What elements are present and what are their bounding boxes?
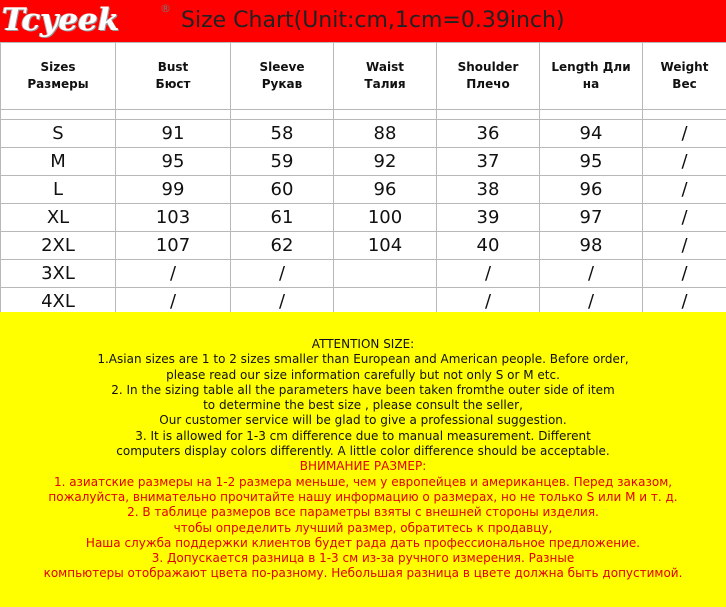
cell-size: 3XL bbox=[1, 260, 116, 288]
cell-weight: / bbox=[643, 260, 726, 288]
cell-weight: / bbox=[643, 176, 726, 204]
header-cell-weight: Weight Вес bbox=[643, 43, 726, 110]
cell-length: 96 bbox=[540, 176, 643, 204]
cell-shoulder: 38 bbox=[437, 176, 540, 204]
header-cell-shoulder: Shoulder Плечо bbox=[437, 43, 540, 110]
notice-line: Наша служба поддержки клиентов будет рада дать профессиональное предложение. bbox=[85, 535, 641, 550]
table-row bbox=[1, 232, 726, 260]
cell-shoulder: 36 bbox=[437, 120, 540, 148]
table-row bbox=[1, 120, 726, 148]
cell-length: 94 bbox=[540, 120, 643, 148]
cell-weight: / bbox=[643, 148, 726, 176]
notice-line: ВНИМАНИЕ РАЗМЕР: bbox=[299, 459, 427, 474]
table-row bbox=[1, 260, 726, 288]
header-cell-sizes: Sizes Размеры bbox=[1, 43, 116, 110]
cell-shoulder: 39 bbox=[437, 204, 540, 232]
notice-line: компьютеры отображают цвета по-разному. Небольшая разница в цвете должна быть допустимой. bbox=[43, 566, 683, 581]
cell-size: L bbox=[1, 176, 116, 204]
cell-size: M bbox=[1, 148, 116, 176]
table-row bbox=[1, 148, 726, 176]
notice-line: ATTENTION SIZE: bbox=[311, 337, 415, 351]
cell-size: XL bbox=[1, 204, 116, 232]
header-cell-length: Length Дли на bbox=[540, 43, 643, 110]
cell-waist bbox=[334, 260, 437, 288]
table-header-row bbox=[1, 43, 726, 110]
table-row bbox=[1, 204, 726, 232]
notice-line: 2. In the sizing table all the parameters have been taken fromthe outer side of item bbox=[111, 382, 615, 397]
cell-waist: 104 bbox=[334, 232, 437, 260]
cell-length: 98 bbox=[540, 232, 643, 260]
cell-bust: 91 bbox=[116, 120, 231, 148]
cell-waist: 96 bbox=[334, 176, 437, 204]
header-banner bbox=[0, 0, 726, 42]
cell-shoulder: 37 bbox=[437, 148, 540, 176]
notice-line: чтобы определить лучший размер, обратитесь к продавцу, bbox=[173, 520, 553, 535]
cell-weight: / bbox=[643, 120, 726, 148]
cell-weight: / bbox=[643, 288, 726, 316]
spacer-row bbox=[1, 110, 726, 120]
notice-line: computers display colors differently. A little color difference should be acceptable. bbox=[116, 444, 610, 459]
russian-notice bbox=[0, 459, 726, 581]
cell-sleeve: 61 bbox=[231, 204, 334, 232]
header-cell-waist: Waist Талия bbox=[334, 43, 437, 110]
cell-size: 2XL bbox=[1, 232, 116, 260]
notice-line: 1.Asian sizes are 1 to 2 sizes smaller than European and American people. Before order, bbox=[97, 352, 629, 367]
cell-length: / bbox=[540, 260, 643, 288]
registered-mark: ® bbox=[160, 2, 171, 15]
cell-length: 97 bbox=[540, 204, 643, 232]
cell-bust: 95 bbox=[116, 148, 231, 176]
cell-weight: / bbox=[643, 204, 726, 232]
header-cell-bust: Bust Бюст bbox=[116, 43, 231, 110]
cell-bust: / bbox=[116, 288, 231, 316]
notice-line: пожалуйста, внимательно прочитайте нашу информацию о размерах, но не только S или M и т. д. bbox=[48, 489, 678, 504]
cell-sleeve: 59 bbox=[231, 148, 334, 176]
cell-bust: 107 bbox=[116, 232, 231, 260]
header-cell-sleeve: Sleeve Рукав bbox=[231, 43, 334, 110]
cell-shoulder: / bbox=[437, 260, 540, 288]
cell-bust: 103 bbox=[116, 204, 231, 232]
cell-sleeve: 60 bbox=[231, 176, 334, 204]
cell-length: 95 bbox=[540, 148, 643, 176]
cell-sleeve: / bbox=[231, 288, 334, 316]
size-notice-panel bbox=[0, 312, 726, 607]
table-row bbox=[1, 176, 726, 204]
page-title: Size Chart(Unit:cm,1cm=0.39inch) bbox=[181, 8, 565, 33]
cell-shoulder: 40 bbox=[437, 232, 540, 260]
notice-line: to determine the best size , please consult the seller, bbox=[203, 398, 523, 413]
notice-line: 1. азиатские размеры на 1-2 размера меньше, чем у европейцев и американцев. Перед заказом, bbox=[53, 474, 673, 489]
notice-line: 3. Допускается разница в 1-3 см из-за ручного измерения. Разные bbox=[151, 551, 575, 566]
notice-line: please read our size information carefully but not only S or M etc. bbox=[166, 367, 560, 382]
notice-line: 3. It is allowed for 1-3 cm difference due to manual measurement. Different bbox=[135, 428, 591, 443]
cell-sleeve: 62 bbox=[231, 232, 334, 260]
brand-logo: Tcyeek bbox=[2, 2, 120, 38]
cell-sleeve: 58 bbox=[231, 120, 334, 148]
english-notice bbox=[0, 337, 726, 459]
cell-bust: 99 bbox=[116, 176, 231, 204]
cell-sleeve: / bbox=[231, 260, 334, 288]
cell-shoulder: / bbox=[437, 288, 540, 316]
cell-waist: 92 bbox=[334, 148, 437, 176]
cell-bust: / bbox=[116, 260, 231, 288]
cell-size: 4XL bbox=[1, 288, 116, 316]
cell-waist: 100 bbox=[334, 204, 437, 232]
cell-waist: 88 bbox=[334, 120, 437, 148]
size-chart-table bbox=[0, 42, 726, 316]
cell-size: S bbox=[1, 120, 116, 148]
notice-line: Our customer service will be glad to give a professional suggestion. bbox=[159, 413, 567, 428]
cell-weight: / bbox=[643, 232, 726, 260]
cell-length: / bbox=[540, 288, 643, 316]
notice-line: 2. В таблице размеров все параметры взяты с внешней стороны изделия. bbox=[127, 505, 599, 520]
